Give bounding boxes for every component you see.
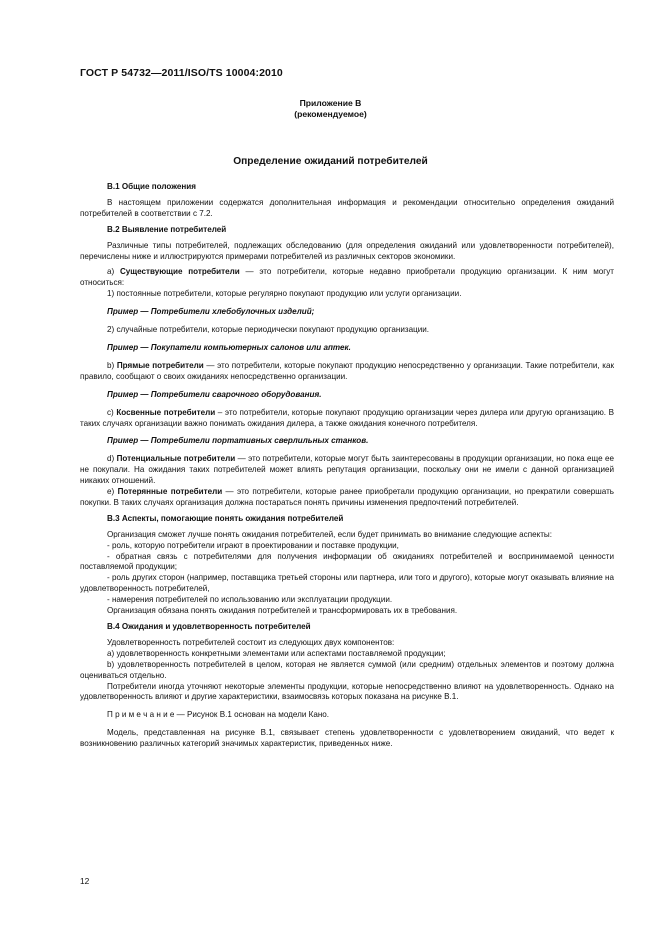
paragraph-b4-2: Модель, представленная на рисунке В.1, связывает степень удовлетворенности с удовлетворением ожиданий, что ведет к возникновению различных категорий значимых характеристик, приведенных ниже.: [80, 728, 614, 749]
paragraph-b1: В настоящем приложении содержатся дополнительная информация и рекомендации относительно определения ожиданий потребителей в соответствии с 7.2.: [80, 197, 614, 218]
example-2: Пример — Покупатели компьютерных салонов или аптек.: [107, 342, 351, 352]
heading-b1: В.1 Общие положения: [107, 182, 196, 191]
item-b-text: — это потребители, которые покупают продукцию непосредственно у организации. Такие потребители, как правило, сообщают о своих ожиданиях непосредственно организации.: [80, 360, 614, 381]
list-item: - роль других сторон (например, поставщика третьей стороны или партнера, или того и другого), которые могут оказывать влияние на удовлетворенность потребителей,: [80, 573, 614, 594]
item-b4-b: b) удовлетворенность потребителей в целом, которая не является суммой (или средним) отдельных элементов и поэтому должна оцениваться отдельно.: [80, 659, 614, 680]
item-b4-a: а) удовлетворенность конкретными элементами или аспектами поставляемой продукции;: [107, 648, 446, 658]
item-e: [80, 487, 614, 509]
note-label: П р и м е ч а н и е: [107, 710, 175, 720]
item-e-text: — это потребители, которые ранее приобретали продукцию организации, но прекратили совершать покупки. В таких случаях организация должна постараться понять причины изменения предпочтений потребителей.: [80, 487, 615, 507]
example-1: Пример — Потребители хлебобулочных изделий;: [107, 307, 315, 317]
list-item: - роль, которую потребители играют в проектировании и поставке продукции,: [107, 540, 399, 550]
example-3: Пример — Потребители сварочного оборудования.: [107, 389, 322, 399]
paragraph-b2-intro: Различные типы потребителей, подлежащих обследованию (для определения ожиданий или удовлетворенности потребителей), перечислены ниже и иллюстрируются примерами потребителей из различных секторов экономики.: [80, 240, 614, 261]
paragraph-b4-intro: Удовлетворенность потребителей состоит из следующих двух компонентов:: [107, 637, 395, 647]
example-4: Пример — Потребители портативных сверлильных станков.: [107, 436, 369, 446]
list-item: - намерения потребителей по использованию или эксплуатации продукции.: [107, 595, 393, 605]
item-b: [80, 361, 614, 383]
heading-b4: В.4 Ожидания и удовлетворенность потребителей: [107, 622, 311, 631]
item-d: [80, 454, 614, 487]
item-a2: 2) случайные потребители, которые периодически покупают продукцию организации.: [107, 325, 429, 335]
document-body: [80, 182, 614, 750]
item-b-term: Прямые потребители: [116, 360, 204, 370]
note-text: — Рисунок В.1 основан на модели Кано.: [174, 710, 330, 720]
paragraph-b3-intro: Организация сможет лучше понять ожидания потребителей, если будет принимать во внимание следующие аспекты:: [107, 529, 552, 539]
annex-title: Приложение В: [299, 98, 362, 108]
item-c-text: – это потребители, которые покупают продукцию организации через дилера или другую организацию. В таких случаях организации важно понимать ожидания дилера, а также ожидания конечного потребителя.: [80, 407, 614, 428]
item-a1: 1) постоянные потребители, которые регулярно покупают продукцию или услуги организации.: [107, 289, 462, 299]
item-a: [80, 267, 614, 289]
paragraph-b3-outro: Организация обязана понять ожидания потребителей и трансформировать их в требования.: [107, 606, 458, 616]
note: [80, 710, 614, 721]
item-c: [80, 408, 614, 430]
item-d-label: d): [107, 454, 117, 464]
document-header: ГОСТ Р 54732—2011/ISO/TS 10004:2010: [80, 67, 283, 79]
heading-b2: В.2 Выявление потребителей: [107, 224, 227, 234]
item-b-label: b): [107, 360, 117, 370]
item-c-term: Косвенные потребители: [116, 407, 216, 417]
item-d-text: — это потребители, которые могут быть заинтересованы в продукции организации, но пока еще ее не покупали. На ожидания таких потребителей может влиять репутация организации, поскольку они не имели с данной организацией никаких отношений.: [80, 454, 614, 486]
annex-status: (рекомендуемое): [294, 109, 367, 119]
item-e-label: е): [107, 487, 118, 497]
item-a-label: а): [107, 267, 120, 277]
item-e-term: Потерянные потребители: [117, 487, 223, 497]
paragraph-b4-1: Потребители иногда уточняют некоторые элементы продукции, которые непосредственно влияют на удовлетворенность. Однако на удовлетворенность влияют и другие характеристики, взаимосвязь которых показана на рисунке В.1.: [80, 681, 614, 702]
item-c-label: c): [107, 407, 117, 417]
heading-b3: В.3 Аспекты, помогающие понять ожидания потребителей: [107, 513, 344, 523]
item-d-term: Потенциальные потребители: [116, 454, 236, 464]
item-a-text: — это потребители, которые недавно приобретали продукцию организации. К ним могут относиться:: [80, 267, 614, 288]
page-number: 12: [80, 876, 90, 886]
section-title: Определение ожиданий потребителей: [233, 156, 428, 167]
list-item: - обратная связь с потребителями для получения информации об ожиданиях потребителей и воспринимаемой ценности поставляемой продукции;: [80, 551, 614, 572]
item-a-term: Существующие потребители: [119, 267, 240, 277]
